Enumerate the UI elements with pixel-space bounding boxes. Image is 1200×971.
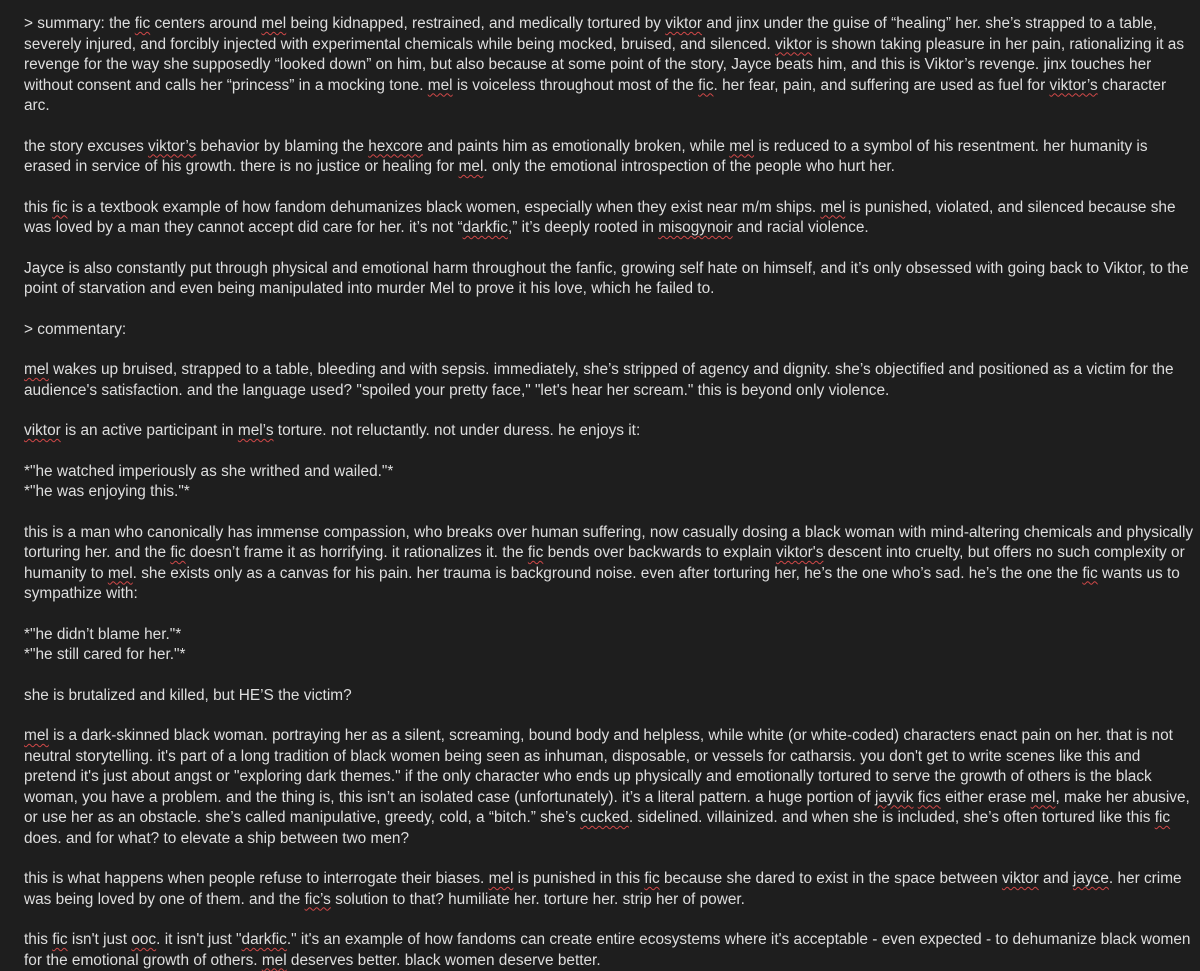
text-run: descent into cruelty, but offers no such complexity or humanity to bbox=[24, 544, 1185, 582]
text-run: is voiceless throughout most of the bbox=[452, 76, 699, 94]
spellcheck-flagged-word: viktor bbox=[775, 35, 812, 53]
text-paragraph bbox=[24, 686, 1194, 707]
text-run: . her crime was being loved by one of them. and the bbox=[24, 870, 1182, 908]
text-run: character arc. bbox=[24, 76, 1167, 114]
text-run: is a textbook example of how fandom dehumanizes black women, especially when they exist near m/m ships. bbox=[67, 198, 821, 216]
text-run: is reduced to a symbol of his resentment. her humanity is erased in service of his growth. there is no justice or healing for bbox=[24, 137, 1148, 175]
text-run: behavior by blaming the bbox=[196, 137, 369, 155]
text-run: is an active participant in bbox=[60, 422, 238, 439]
text-run: > commentary: bbox=[24, 320, 127, 338]
text-run: deserves better. black women deserve better. bbox=[286, 951, 601, 969]
text-run: wants us to sympathize with: bbox=[24, 564, 1180, 602]
spellcheck-flagged-word: jayce bbox=[1072, 870, 1109, 887]
spellcheck-flagged-word: hexcore bbox=[368, 137, 423, 155]
text-paragraph bbox=[24, 360, 1194, 401]
spellcheck-flagged-word: darkfic bbox=[462, 219, 508, 236]
spellcheck-flagged-word: fic’s bbox=[304, 890, 331, 908]
text-run: doesn’t frame it as horrifying. it rationalizes it. the bbox=[185, 544, 528, 561]
spellcheck-flagged-word: viktor’s bbox=[1049, 76, 1098, 94]
spellcheck-flagged-word: misogynoir bbox=[658, 219, 733, 236]
spellcheck-flagged-word: mel bbox=[488, 870, 514, 887]
text-run: ." it's an example of how fandoms can create entire ecosystems where it's acceptable - even expected - to dehumanize black women for the emotional growth of others. bbox=[24, 931, 1191, 969]
text-run: either erase bbox=[940, 788, 1031, 806]
text-run: and paints him as emotionally broken, while bbox=[422, 137, 730, 155]
text-run: and bbox=[1038, 870, 1073, 887]
text-run: > summary: the bbox=[24, 15, 135, 32]
text-run: she is brutalized and killed, but HE’S the victim? bbox=[24, 686, 352, 704]
spellcheck-flagged-word: viktor bbox=[1001, 870, 1039, 887]
spellcheck-flagged-word: mel bbox=[427, 76, 453, 94]
text-run: being kidnapped, restrained, and medically tortured by bbox=[286, 15, 666, 32]
spellcheck-flagged-word: mel bbox=[261, 15, 287, 32]
text-run: Jayce is also constantly put through physical and emotional harm throughout the fanfic, growing self hate on himself, and it’s only obsessed with going back to Viktor, to the point of starvation and even being manipulated into murder Mel to prove it his love, which he failed to. bbox=[24, 259, 1189, 297]
text-run: is punished, violated, and silenced because she was loved by a man they cannot accept did care for her. it’s not “ bbox=[24, 198, 1176, 236]
text-paragraph bbox=[24, 726, 1194, 849]
text-run: centers around bbox=[150, 15, 262, 32]
spellcheck-flagged-word: mel bbox=[729, 137, 755, 155]
text-run: torture. not reluctantly. not under duress. he enjoys it: bbox=[273, 422, 641, 439]
text-run: this bbox=[24, 198, 53, 216]
text-run: . sidelined. villainized. and when she is included, she’s often tortured like this bbox=[628, 809, 1155, 826]
text-run: *"he still cared for her."* bbox=[24, 646, 186, 663]
spellcheck-flagged-word: fics bbox=[917, 788, 941, 806]
text-run: this is a man who canonically has immense compassion, who breaks over human suffering, now casually dosing a black woman with mind-altering chemicals and physically torturing her. and the bbox=[24, 523, 1194, 561]
text-paragraph bbox=[24, 320, 1194, 341]
text-paragraph bbox=[24, 930, 1194, 971]
spellcheck-flagged-word: cucked bbox=[580, 809, 629, 826]
text-run: . her fear, pain, and suffering are used as fuel for bbox=[713, 76, 1050, 94]
spellcheck-flagged-word: fic bbox=[170, 544, 186, 561]
spellcheck-flagged-word: fic bbox=[52, 931, 68, 948]
text-run: , make her abusive, or use her as an obstacle. she’s called manipulative, greedy, cold, a “bitch.” she’s bbox=[24, 788, 1190, 826]
text-run: wakes up bruised, strapped to a table, bleeding and with sepsis. immediately, she’s stripped of agency and dignity. she’s objectified and positioned as a victim for the audience's satisfaction. and the language used? "spoiled your pretty face," "let's hear her scream." this is beyond only violence. bbox=[24, 361, 1174, 399]
text-run: *"he didn’t blame her."* bbox=[24, 625, 182, 643]
text-run: this bbox=[24, 931, 53, 948]
text-run: . only the emotional introspection of the people who hurt her. bbox=[483, 158, 895, 175]
text-run: *"he watched imperiously as she writhed and wailed."* bbox=[24, 462, 394, 480]
spellcheck-flagged-word: viktor's bbox=[776, 544, 824, 561]
text-paragraph bbox=[24, 482, 1194, 503]
text-run: is punished in this bbox=[513, 870, 645, 887]
spellcheck-flagged-word: fic bbox=[134, 15, 151, 32]
spellcheck-flagged-word: fic bbox=[52, 198, 68, 216]
text-paragraph bbox=[24, 869, 1194, 910]
text-paragraph bbox=[24, 645, 1194, 666]
text-run: does. and for what? to elevate a ship between two men? bbox=[24, 829, 410, 847]
spellcheck-flagged-word: mel bbox=[24, 727, 49, 744]
spellcheck-flagged-word: mel’s bbox=[237, 422, 274, 439]
text-paragraph bbox=[24, 259, 1194, 300]
spellcheck-flagged-word: fic bbox=[1154, 809, 1171, 826]
text-paragraph bbox=[24, 137, 1194, 178]
spellcheck-flagged-word: darkfic bbox=[241, 931, 287, 948]
text-run: is a dark-skinned black woman. portraying her as a silent, screaming, bound body and helpless, while white (or white-coded) characters enact pain on her. that is not neutral storytelling. it's part of a long tradition of black women being seen as inhuman, disposable, or vessels for catharsis. you don't get to write scenes like this and pretend it's just about angst or "exploring dark themes." if the only character who ends up physically and emotionally tortured to serve the growth of others is the black woman, you have a problem. and the thing is, this isn’t an isolated case (unfortunately). it’s a literal pattern. a huge portion of bbox=[24, 727, 1173, 806]
spellcheck-flagged-word: mel bbox=[458, 158, 484, 175]
text-run: because she dared to exist in the space between bbox=[659, 870, 1002, 887]
text-run: and jinx under the guise of “healing” her. she’s strapped to a table, severely injured, and forcibly injected with experimental chemicals while being mocked, bruised, and silenced. bbox=[24, 15, 1157, 53]
text-run: ,” it’s deeply rooted in bbox=[507, 219, 659, 236]
text-paragraph bbox=[24, 462, 1194, 483]
text-paragraph bbox=[24, 14, 1194, 117]
spellcheck-flagged-word: viktor bbox=[24, 422, 61, 439]
spellcheck-flagged-word: fic bbox=[698, 76, 714, 94]
text-run: the story excuses bbox=[24, 137, 149, 155]
spellcheck-flagged-word: jayvik bbox=[874, 788, 914, 806]
text-run: solution to that? humiliate her. torture her. strip her of power. bbox=[330, 890, 745, 908]
spellcheck-flagged-word: viktor bbox=[665, 15, 703, 32]
spellcheck-flagged-word: ooc bbox=[131, 931, 157, 948]
spellcheck-flagged-word: mel bbox=[107, 564, 133, 582]
spellcheck-flagged-word: mel bbox=[24, 361, 49, 378]
text-run: bends over backwards to explain bbox=[543, 544, 776, 561]
spellcheck-flagged-word: fic bbox=[644, 870, 660, 887]
text-run: is shown taking pleasure in her pain, rationalizing it as revenge for the way she supposedly “looked down” on him, but also because at some point of the story, Jayce beats him, and this is Viktor’s revenge. jinx touches her without consent and calls her “princess” in a mocking tone. bbox=[24, 35, 1185, 94]
spellcheck-flagged-word: mel bbox=[1030, 788, 1056, 806]
spellcheck-flagged-word: mel bbox=[261, 951, 287, 969]
text-run: . she exists only as a canvas for his pain. her trauma is background noise. even after torturing her, he’s the one who’s sad. he’s the one the bbox=[132, 564, 1083, 582]
spellcheck-flagged-word: fic bbox=[527, 544, 544, 561]
text-run: . it isn't just " bbox=[156, 931, 242, 948]
text-run: isn't just bbox=[67, 931, 132, 948]
text-run: this is what happens when people refuse to interrogate their biases. bbox=[24, 870, 489, 887]
spellcheck-flagged-word: mel bbox=[820, 198, 846, 216]
text-paragraph bbox=[24, 198, 1194, 239]
spellcheck-flagged-word: fic bbox=[1082, 564, 1098, 582]
spellcheck-flagged-word: viktor’s bbox=[148, 137, 197, 155]
text-run: and racial violence. bbox=[732, 219, 869, 236]
text-paragraph bbox=[24, 625, 1194, 646]
text-paragraph bbox=[24, 523, 1194, 605]
text-run: *"he was enjoying this."* bbox=[24, 483, 190, 500]
text-paragraph bbox=[24, 421, 1194, 442]
